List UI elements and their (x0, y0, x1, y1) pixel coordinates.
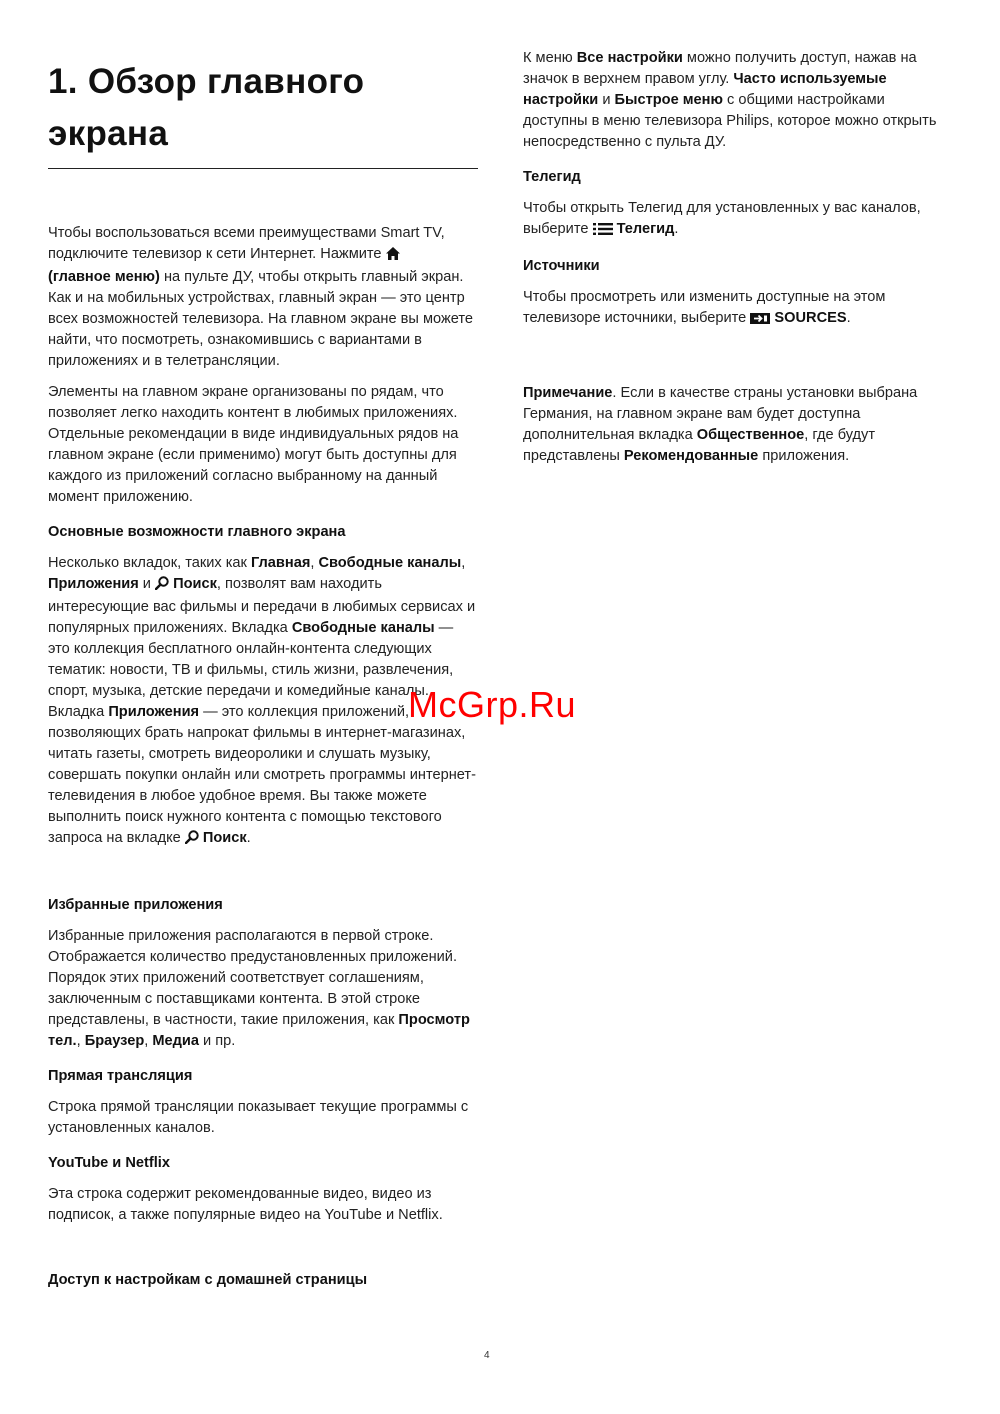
heading-sources: Источники (523, 258, 600, 274)
sources-paragraph: Чтобы просмотреть или изменить доступные на этом телевизоре источники, выберите SOURCES. (523, 287, 953, 331)
note-paragraph: Примечание. Если в качестве страны установки выбрана Германия, на главном экране вам будет доступна дополнительная вкладка Общественное, где будут представлены Рекомендованные приложения. (523, 385, 918, 464)
heading-settings-access: Доступ к настройкам с домашней страницы (48, 1272, 368, 1288)
watermark-text: McGrp.Ru (408, 684, 577, 725)
search-icon (185, 830, 199, 851)
sources-icon (750, 310, 770, 331)
intro-paragraph: Чтобы воспользоваться всеми преимуществами Smart TV, подключите телевизор к сети Интернет. Нажмите (главное меню) на пульте ДУ, чтобы открыть главный экран. Как и на мобильных устройствах, главный экран — это центр всех возможностей телевизора. На главном экране вы можете найти, что посмотреть, ознакомившись с вариантами в приложениях и в телетрансляции. (48, 225, 473, 369)
favorite-apps-paragraph: Избранные приложения располагаются в первой строке. Отображается количество предустановленных приложений. Порядок этих приложений соответствует соглашениям, заключенным с поставщиками контента. В этой строке представлены, в частности, такие приложения, как Просмотр тел., Браузер, Медиа и пр. (48, 928, 470, 1049)
heading-favorite-apps: Избранные приложения (48, 897, 223, 913)
live-broadcast-paragraph: Строка прямой трансляции показывает текущие программы с установленных каналов. (48, 1099, 469, 1136)
heading-tv-guide: Телегид (523, 169, 581, 185)
heading-main-features: Основные возможности главного экрана (48, 524, 346, 540)
left-column (48, 56, 478, 1301)
rows-paragraph: Элементы на главном экране организованы по рядам, что позволяет легко находить контент в любимых приложениях. Отдельные рекомендации в виде индивидуальных рядов на главном экране (если применимо) могут быть доступны для каждого из приложений согласно выбранному на данный момент приложению. (48, 384, 459, 505)
page-number: 4 (484, 1350, 490, 1361)
settings-paragraph: К меню Все настройки можно получить доступ, нажав на значок в верхнем правом углу. Часто используемые настройки и Быстрое меню с общими настройками доступны в меню телевизора Philips, которое можно открыть непосредственно с пульта ДУ. (523, 50, 937, 150)
heading-live-broadcast: Прямая трансляция (48, 1068, 193, 1084)
tv-guide-icon (593, 221, 613, 242)
tv-guide-paragraph: Чтобы открыть Телегид для установленных у вас каналов, выберите Телегид. (523, 198, 953, 242)
search-icon (155, 576, 169, 597)
youtube-netflix-paragraph: Эта строка содержит рекомендованные видео, видео из подписок, а также популярные видео на YouTube и Netflix. (48, 1186, 443, 1223)
home-icon (386, 246, 400, 267)
heading-youtube-netflix: YouTube и Netflix (48, 1155, 170, 1171)
page-title: 1. Обзор главного экрана (48, 56, 478, 169)
tabs-paragraph: Несколько вкладок, таких как Главная, Свободные каналы, Приложения и Поиск, позволят вам находить интересующие вас фильмы и передачи в любимых сервисах и популярных приложениях. Вкладка Свободные каналы — это коллекция бесплатного онлайн-контента следующих тематик: новости, ТВ и фильмы, стиль жизни, развлечения, спорт, музыка, детские передачи и комедийные каналы. Вкладка Приложения — это коллекция приложений, позволяющих брать напрокат фильмы в интернет-магазинах, читать газеты, смотреть видеоролики и слушать музыку, совершать покупки онлайн или смотреть программы интернет-телевидения в любое удобное время. Вы также можете выполнить поиск нужного контента с помощью текстового запроса на вкладке Поиск. (48, 553, 478, 851)
right-column (523, 48, 953, 477)
